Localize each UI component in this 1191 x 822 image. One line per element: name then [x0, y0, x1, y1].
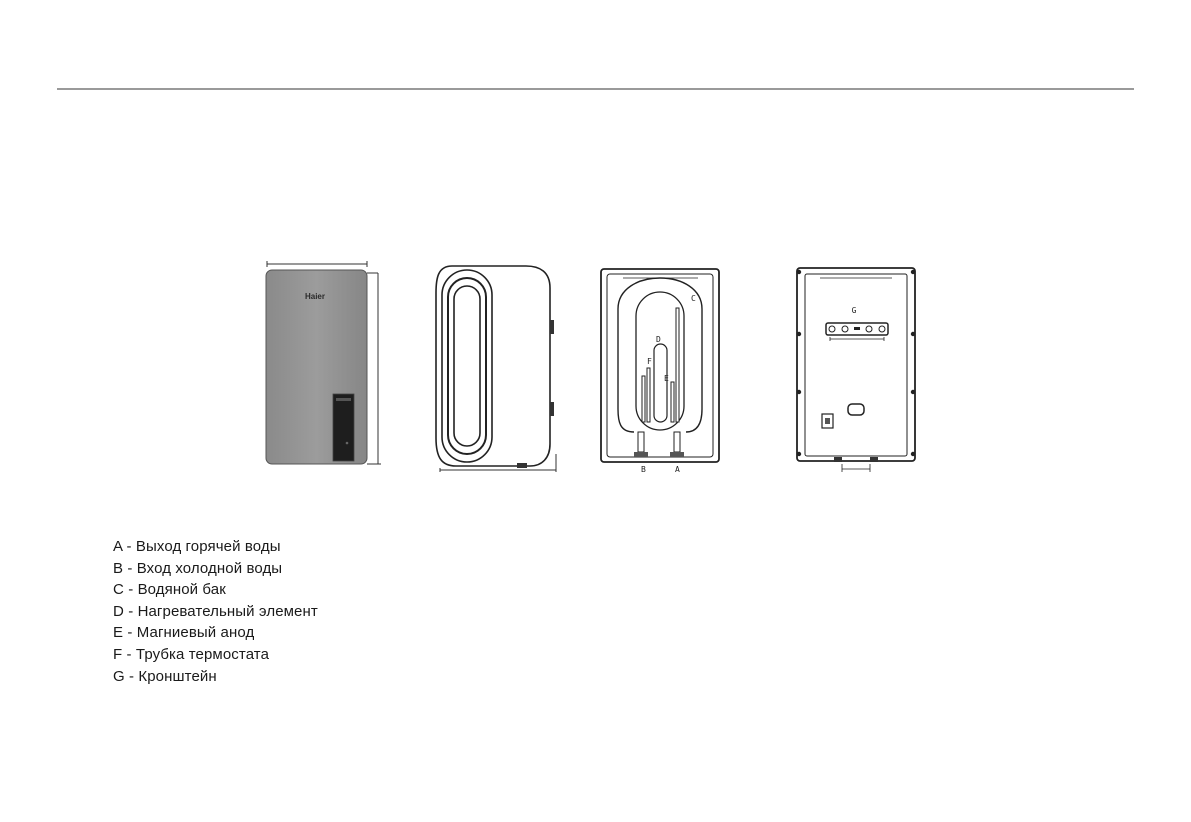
control-panel	[333, 394, 354, 461]
callout-d: D	[656, 335, 661, 344]
legend-item-a: A - Выход горячей воды	[113, 538, 281, 555]
callout-c: C	[691, 294, 696, 303]
heating-element	[654, 344, 667, 422]
side-view-drawing	[432, 258, 567, 473]
callout-b: B	[641, 465, 646, 474]
parts-legend	[113, 536, 318, 687]
legend-item-d: D - Нагревательный элемент	[113, 602, 318, 620]
legend-item-g: G - Кронштейн	[113, 667, 217, 685]
legend-item-c: C - Водяной бак	[113, 581, 226, 599]
callout-g: G	[851, 306, 857, 315]
thermostat-tube	[647, 368, 650, 422]
callout-e: E	[664, 374, 669, 383]
status-indicator-icon	[346, 442, 349, 445]
legend-item-b: B - Вход холодной воды	[113, 559, 283, 577]
internal-view-drawing	[598, 264, 724, 478]
callout-a: A	[675, 465, 680, 474]
brand-logo: Haier	[304, 292, 326, 301]
legend-item-e: E - Магниевый анод	[113, 624, 255, 642]
top-divider	[57, 88, 1134, 90]
magnesium-anode	[671, 382, 674, 422]
back-view-drawing	[792, 264, 920, 478]
callout-f: F	[647, 357, 652, 366]
front-view-drawing	[255, 258, 385, 473]
legend-item-f: F - Трубка термостата	[113, 645, 270, 663]
